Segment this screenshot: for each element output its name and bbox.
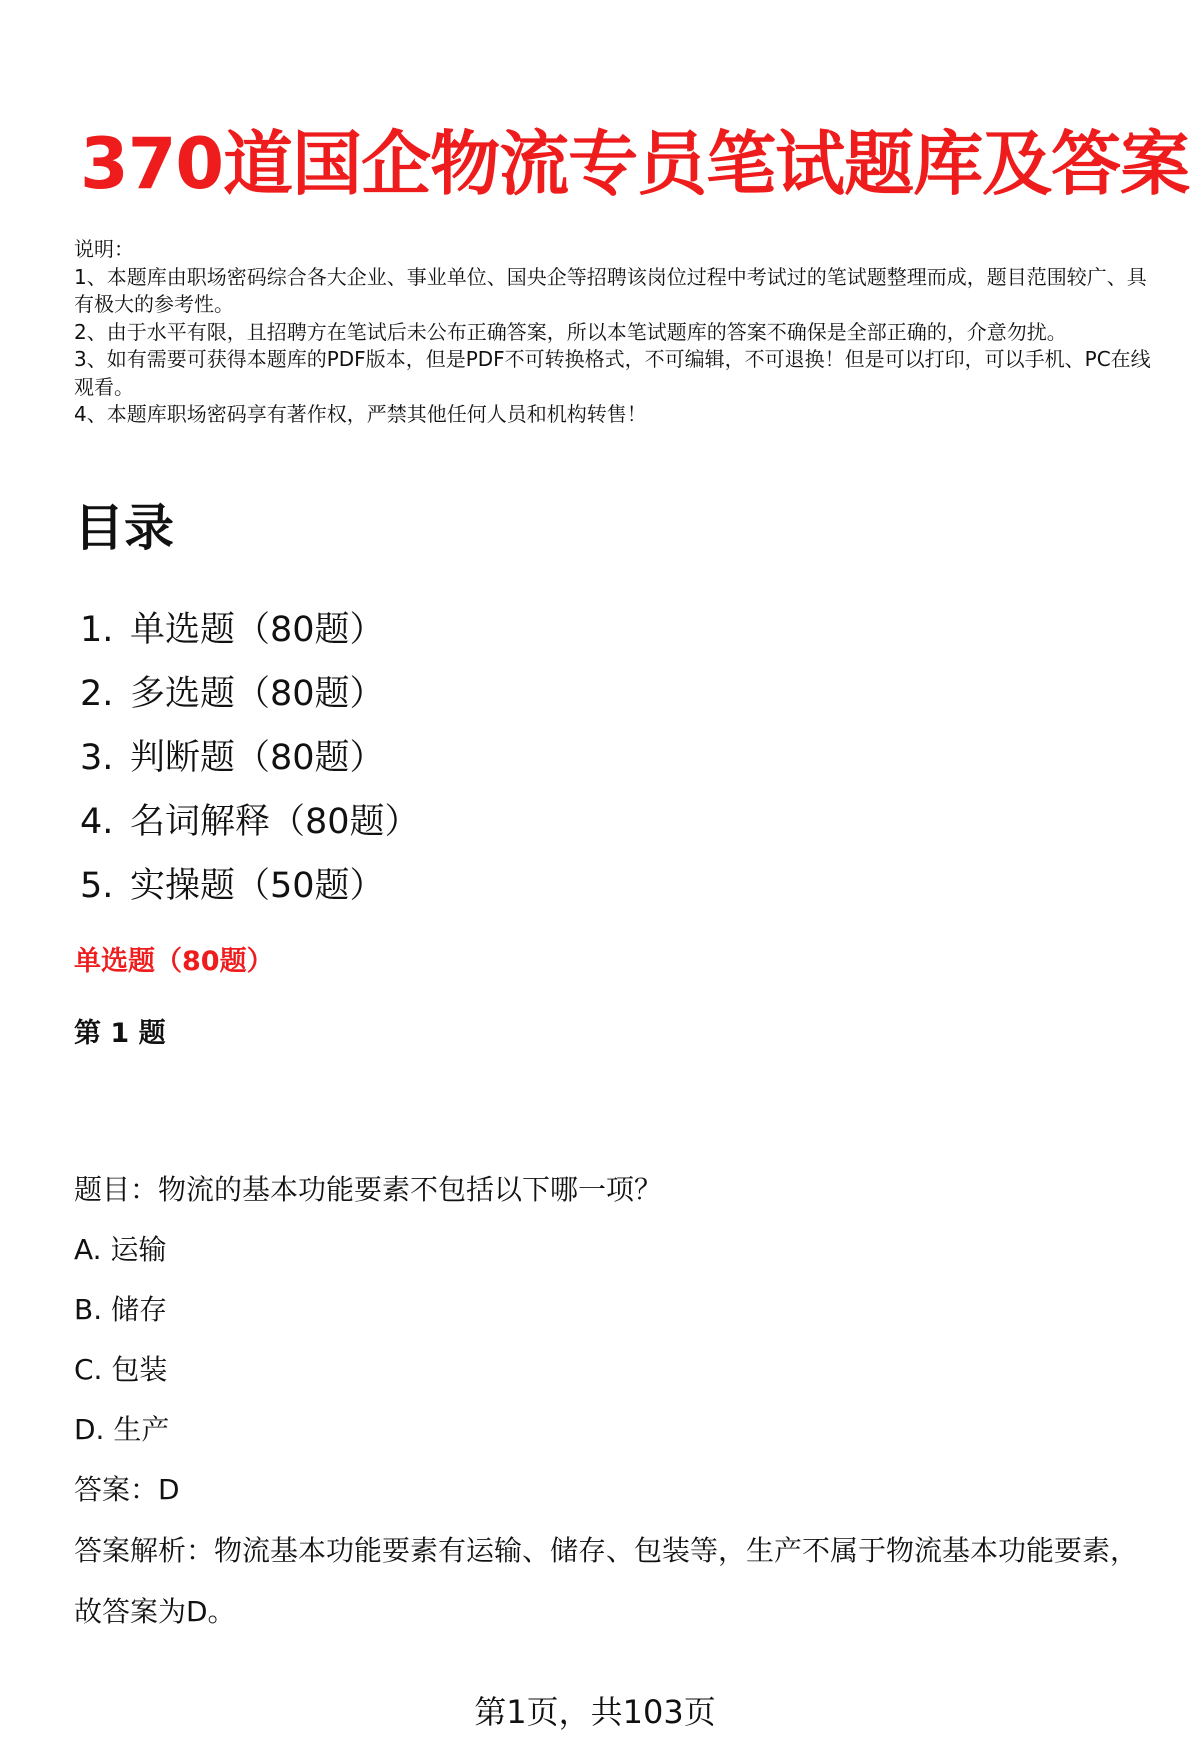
toc-item-number: 3. [80,738,114,778]
toc-item[interactable] [80,790,420,854]
question-number: 第 1 题 [74,1018,166,1049]
notes-line: 说明： [74,237,134,261]
notes-block [74,236,1154,429]
toc-item-label: 单选题（80题） [130,610,385,650]
question-body [74,1160,1164,1642]
notes-line: 1、本题库由职场密码综合各大企业、事业单位、国央企等招聘该岗位过程中考试过的笔试题整理而成，题目范围较广、具有极大的参考性。 [74,264,1147,316]
notes-line: 3、如有需要可获得本题库的PDF版本，但是PDF不可转换格式，不可编辑，不可退换！但是可以打印，可以手机、PC在线观看。 [74,347,1151,399]
question-prompt: 题目：物流的基本功能要素不包括以下哪一项？ [74,1173,663,1206]
toc-item-number: 1. [80,610,114,650]
toc-heading: 目录 [74,499,174,557]
section-title: 单选题（80题） [74,946,274,977]
question-option: D. 生产 [74,1413,170,1446]
question-option: C. 包装 [74,1353,168,1386]
toc-item-number: 4. [80,802,114,842]
toc-list [80,598,420,918]
toc-item-label: 多选题（80题） [130,674,385,714]
toc-item-label: 实操题（50题） [130,866,385,906]
toc-item-number: 5. [80,866,114,906]
question-analysis: 答案解析：物流基本功能要素有运输、储存、包装等，生产不属于物流基本功能要素，故答案为D。 [74,1534,1139,1628]
page-footer: 第1页，共103页 [474,1693,716,1731]
toc-item[interactable] [80,726,420,790]
toc-item-label: 名词解释（80题） [130,802,420,842]
question-option: B. 储存 [74,1293,168,1326]
question-answer: 答案：D [74,1473,180,1506]
document-title: 370道国企物流专员笔试题库及答案 [80,123,1190,205]
toc-item[interactable] [80,854,420,918]
toc-item-number: 2. [80,674,114,714]
question-option: A. 运输 [74,1233,167,1266]
toc-item[interactable] [80,662,420,726]
notes-line: 2、由于水平有限，且招聘方在笔试后未公布正确答案，所以本笔试题库的答案不确保是全部正确的，介意勿扰。 [74,319,1067,344]
toc-item-label: 判断题（80题） [130,738,385,778]
toc-item[interactable] [80,598,420,662]
notes-line: 4、本题库职场密码享有著作权，严禁其他任何人员和机构转售！ [74,402,647,426]
